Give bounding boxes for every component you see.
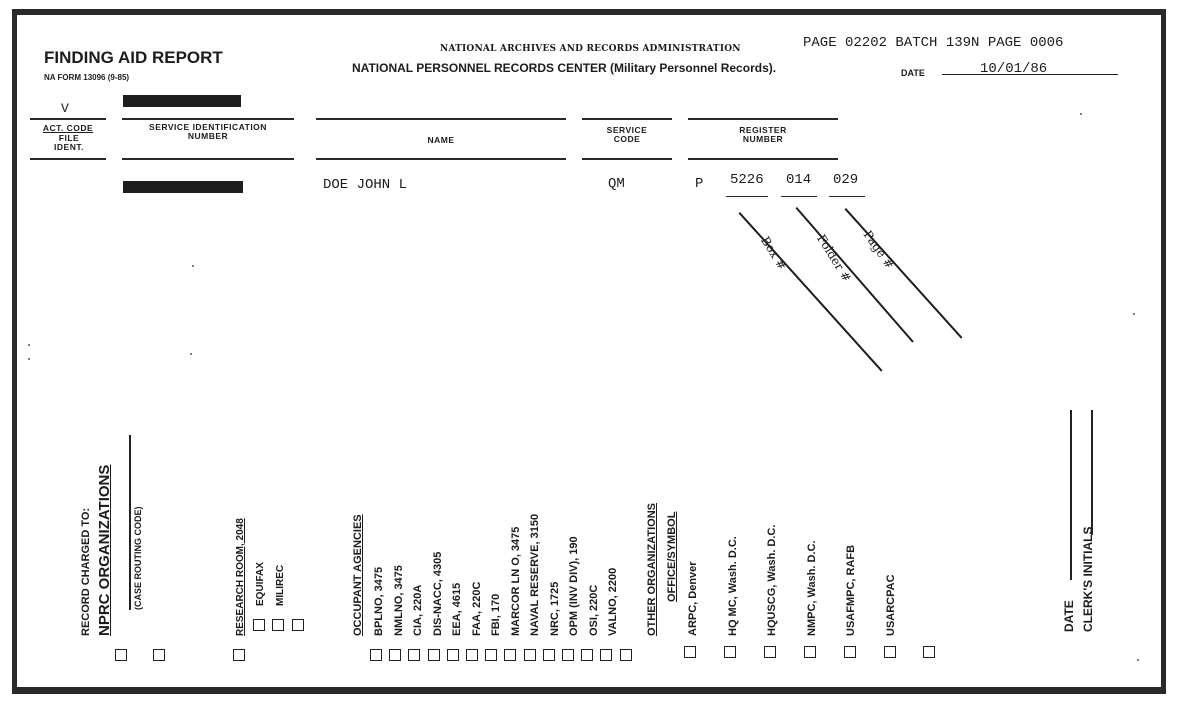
office-symbol-label: OFFICE/SYMBOL — [666, 511, 678, 602]
equifax-label: EQUIFAX — [255, 562, 266, 606]
other-organization-label: USAFMPC, RAFB — [845, 544, 857, 636]
milirec-checkbox[interactable] — [272, 619, 284, 631]
other-organization-label: USARCPAC — [885, 574, 897, 636]
occupant-agency-checkbox[interactable] — [466, 649, 478, 661]
other-organization-checkbox[interactable] — [684, 646, 696, 658]
page-annotation: Page # — [860, 228, 897, 272]
act-code-value: V — [61, 101, 69, 116]
date-signature-rule — [1070, 410, 1072, 580]
other-organization-checkbox[interactable] — [884, 646, 896, 658]
npcr-checkbox[interactable] — [115, 649, 127, 661]
occupant-agency-checkbox[interactable] — [562, 649, 574, 661]
occupant-agency-label: OPM (INV DIV), 190 — [568, 536, 580, 636]
other-organizations-label: OTHER ORGANIZATIONS — [646, 502, 658, 636]
redaction-top — [123, 95, 241, 107]
research-extra-checkbox[interactable] — [292, 619, 304, 631]
occupant-agency-checkbox[interactable] — [600, 649, 612, 661]
header-rule — [316, 158, 566, 160]
form-title: FINDING AID REPORT — [44, 48, 223, 67]
research-room-label: RESEARCH ROOM, 2048 — [235, 518, 246, 636]
occupant-agency-checkbox[interactable] — [447, 649, 459, 661]
case-routing-rule — [129, 435, 131, 610]
speck — [1137, 659, 1139, 661]
occupant-agency-checkbox[interactable] — [370, 649, 382, 661]
other-organization-label: NMPC, Wash. D.C. — [806, 540, 818, 636]
record-name: DOE JOHN L — [323, 177, 408, 193]
case-routing-label: (CASE ROUTING CODE) — [133, 506, 143, 610]
research-room-checkbox[interactable] — [233, 649, 245, 661]
occupant-agency-checkbox[interactable] — [581, 649, 593, 661]
register-number-label: REGISTER NUMBER — [739, 125, 787, 144]
register-page: 029 — [833, 172, 859, 188]
record-charged-label: RECORD CHARGED TO: — [80, 507, 92, 636]
header-rule — [688, 158, 838, 160]
occupant-agency-label: OSI, 220C — [587, 584, 600, 636]
register-box: 5226 — [730, 172, 764, 188]
other-organization-label: HQUSCG, Wash. D.C. — [766, 524, 778, 636]
clerk-initials-label: CLERK'S INITIALS — [1081, 526, 1095, 632]
case-routing-checkbox[interactable] — [153, 649, 165, 661]
occupant-agency-label: NAVAL RESERVE, 3150 — [529, 513, 541, 636]
speck — [192, 265, 194, 267]
milirec-label: MILIREC — [275, 564, 286, 606]
header-rule — [582, 158, 672, 160]
speck — [190, 353, 192, 355]
speck — [1133, 313, 1135, 315]
header-rule — [122, 118, 294, 120]
register-prefix: P — [695, 176, 704, 192]
occupant-agency-label: BPLNO, 3475 — [373, 566, 385, 636]
register-underline — [726, 196, 768, 197]
occupant-agency-label: MARCOR LN O, 3475 — [509, 526, 522, 636]
name-label: NAME — [427, 135, 455, 145]
npcr-organizations-label: NPRC ORGANIZATIONS — [96, 464, 113, 636]
records-center-name: NATIONAL PERSONNEL RECORDS CENTER (Military Personnel Records). — [352, 61, 777, 75]
other-organization-checkbox[interactable] — [923, 646, 935, 658]
occupant-agency-label: NRC, 1725 — [548, 581, 561, 636]
speck — [28, 358, 30, 360]
occupant-agency-checkbox[interactable] — [504, 649, 516, 661]
box-annotation: Box # — [758, 234, 790, 273]
occupant-agency-label: EEA, 4615 — [451, 582, 463, 636]
act-code-label: ACT. CODE — [42, 123, 94, 133]
occupant-agency-label: DIS-NACC, 4305 — [431, 551, 444, 636]
occupant-agency-checkbox[interactable] — [620, 649, 632, 661]
occupant-agencies-label: OCCUPANT AGENCIES — [352, 514, 364, 636]
redaction-service-id — [123, 181, 243, 193]
date-value: 10/01/86 — [980, 61, 1048, 77]
register-underline — [781, 196, 817, 197]
other-organization-label: HQ MC, Wash. D.C. — [727, 536, 739, 636]
page-batch: PAGE 02202 BATCH 139N PAGE 0006 — [803, 35, 1064, 51]
occupant-agency-label: CIA, 220A — [412, 584, 424, 636]
speck — [28, 344, 30, 346]
folder-annotation: Folder # — [814, 232, 855, 285]
date-label: DATE — [901, 68, 925, 78]
occupant-agency-label: VALNO, 2200 — [607, 567, 619, 636]
header-rule — [122, 158, 294, 160]
occupant-agency-checkbox[interactable] — [389, 649, 401, 661]
header-rule — [30, 158, 106, 160]
occupant-agency-checkbox[interactable] — [408, 649, 420, 661]
other-organization-checkbox[interactable] — [764, 646, 776, 658]
occupant-agency-label: NMLNO, 3475 — [392, 565, 405, 636]
file-ident-label: FILE IDENT. — [54, 133, 84, 152]
other-organization-checkbox[interactable] — [804, 646, 816, 658]
other-organization-checkbox[interactable] — [724, 646, 736, 658]
header-rule — [316, 118, 566, 120]
register-folder: 014 — [786, 172, 812, 188]
bottom-date-label: DATE — [1062, 600, 1076, 632]
occupant-agency-checkbox[interactable] — [428, 649, 440, 661]
other-organization-label: ARPC, Denver — [687, 561, 699, 636]
occupant-agency-label: FBI, 170 — [490, 593, 502, 636]
form-number: NA FORM 13096 (9-85) — [44, 73, 130, 82]
other-organization-checkbox[interactable] — [844, 646, 856, 658]
service-code-label: SERVICE CODE — [606, 125, 648, 144]
date-underline — [942, 74, 1118, 75]
occupant-agency-label: FAA, 220C — [470, 581, 483, 636]
record-service-code: QM — [608, 176, 625, 192]
occupant-agency-checkbox[interactable] — [524, 649, 536, 661]
occupant-agency-checkbox[interactable] — [543, 649, 555, 661]
header-rule — [688, 118, 838, 120]
agency-name: NATIONAL ARCHIVES AND RECORDS ADMINISTRATION — [440, 44, 741, 54]
clerk-signature-rule — [1091, 410, 1093, 535]
speck — [1080, 113, 1082, 115]
register-underline — [829, 196, 865, 197]
equifax-checkbox[interactable] — [253, 619, 265, 631]
occupant-agency-checkbox[interactable] — [485, 649, 497, 661]
service-id-label: SERVICE IDENTIFICATION NUMBER — [149, 122, 267, 141]
header-rule — [30, 118, 106, 120]
header-rule — [582, 118, 672, 120]
